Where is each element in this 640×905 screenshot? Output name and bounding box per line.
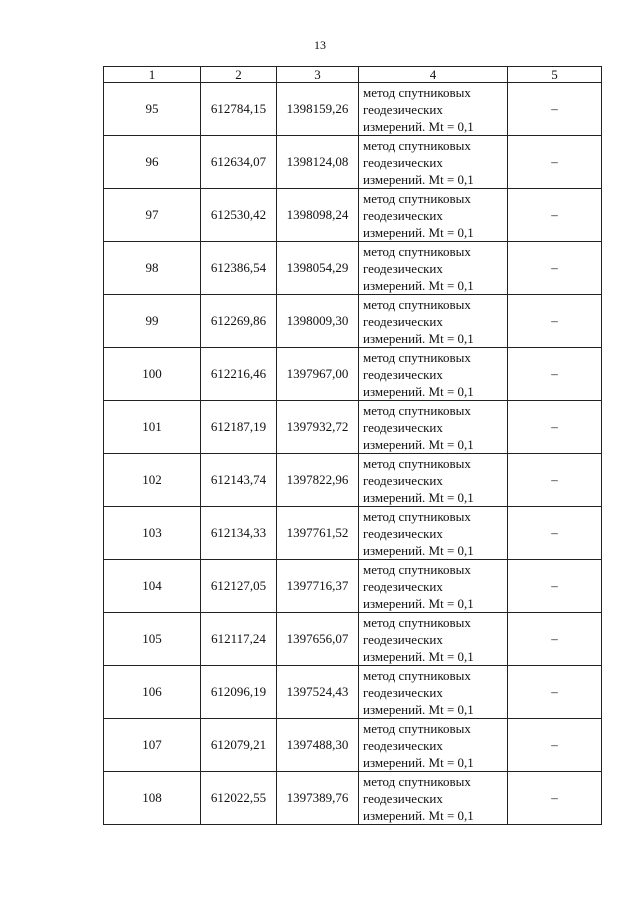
method-text-line: измерений. Mt = 0,1 [363, 436, 474, 452]
method-text-line: геодезических [363, 790, 443, 806]
method-text-line: геодезических [363, 313, 443, 329]
note-cell: – [508, 772, 602, 825]
method-text-line: метод спутниковых [363, 455, 471, 471]
method-cell [359, 772, 508, 825]
method-cell [359, 507, 508, 560]
x-coordinate-cell: 612022,55 [201, 772, 277, 825]
method-text-line: метод спутниковых [363, 296, 471, 312]
point-number-cell: 95 [104, 83, 201, 136]
x-coordinate-cell: 612386,54 [201, 242, 277, 295]
table-row [104, 666, 602, 719]
table-row [104, 295, 602, 348]
note-cell: – [508, 454, 602, 507]
x-coordinate-cell: 612784,15 [201, 83, 277, 136]
method-text-line: метод спутниковых [363, 84, 471, 100]
method-cell [359, 560, 508, 613]
table-row [104, 242, 602, 295]
table-row [104, 613, 602, 666]
y-coordinate-cell: 1397716,37 [277, 560, 359, 613]
x-coordinate-cell: 612117,24 [201, 613, 277, 666]
method-text-line: метод спутниковых [363, 720, 471, 736]
method-text-line: измерений. Mt = 0,1 [363, 648, 474, 664]
point-number-cell: 103 [104, 507, 201, 560]
note-cell: – [508, 666, 602, 719]
x-coordinate-cell: 612530,42 [201, 189, 277, 242]
method-text-line: метод спутниковых [363, 614, 471, 630]
method-text-line: измерений. Mt = 0,1 [363, 277, 474, 293]
x-coordinate-cell: 612096,19 [201, 666, 277, 719]
method-text-line: метод спутниковых [363, 667, 471, 683]
method-text-line: измерений. Mt = 0,1 [363, 224, 474, 240]
y-coordinate-cell: 1397761,52 [277, 507, 359, 560]
page-number: 13 [314, 38, 326, 52]
method-text-line: измерений. Mt = 0,1 [363, 754, 474, 770]
x-coordinate-cell: 612634,07 [201, 136, 277, 189]
method-cell [359, 719, 508, 772]
header-col-1: 1 [104, 67, 201, 83]
x-coordinate-cell: 612134,33 [201, 507, 277, 560]
y-coordinate-cell: 1398098,24 [277, 189, 359, 242]
method-text-line: измерений. Mt = 0,1 [363, 171, 474, 187]
note-cell: – [508, 719, 602, 772]
method-text-line: метод спутниковых [363, 190, 471, 206]
method-text-line: геодезических [363, 631, 443, 647]
method-text-line: измерений. Mt = 0,1 [363, 595, 474, 611]
method-text-line: метод спутниковых [363, 561, 471, 577]
table-row [104, 348, 602, 401]
table-row [104, 454, 602, 507]
method-text-line: геодезических [363, 684, 443, 700]
x-coordinate-cell: 612143,74 [201, 454, 277, 507]
x-coordinate-cell: 612269,86 [201, 295, 277, 348]
note-cell: – [508, 560, 602, 613]
point-number-cell: 107 [104, 719, 201, 772]
method-cell [359, 136, 508, 189]
note-cell: – [508, 136, 602, 189]
point-number-cell: 104 [104, 560, 201, 613]
note-cell: – [508, 348, 602, 401]
header-col-3: 3 [277, 67, 359, 83]
note-cell: – [508, 242, 602, 295]
coordinates-table [103, 66, 602, 825]
y-coordinate-cell: 1397967,00 [277, 348, 359, 401]
point-number-cell: 108 [104, 772, 201, 825]
method-text-line: геодезических [363, 419, 443, 435]
table-row [104, 189, 602, 242]
table-row [104, 719, 602, 772]
method-text-line: геодезических [363, 260, 443, 276]
method-text-line: геодезических [363, 154, 443, 170]
header-col-5: 5 [508, 67, 602, 83]
method-text-line: геодезических [363, 525, 443, 541]
method-text-line: метод спутниковых [363, 349, 471, 365]
method-cell [359, 348, 508, 401]
method-cell [359, 83, 508, 136]
y-coordinate-cell: 1397524,43 [277, 666, 359, 719]
header-col-2: 2 [201, 67, 277, 83]
table-row [104, 136, 602, 189]
point-number-cell: 99 [104, 295, 201, 348]
note-cell: – [508, 295, 602, 348]
y-coordinate-cell: 1397389,76 [277, 772, 359, 825]
method-text-line: измерений. Mt = 0,1 [363, 383, 474, 399]
method-cell [359, 401, 508, 454]
point-number-cell: 106 [104, 666, 201, 719]
y-coordinate-cell: 1397822,96 [277, 454, 359, 507]
table-body [104, 83, 602, 825]
method-cell [359, 295, 508, 348]
table-row [104, 772, 602, 825]
method-text-line: геодезических [363, 101, 443, 117]
table-row [104, 83, 602, 136]
method-cell [359, 189, 508, 242]
y-coordinate-cell: 1398124,08 [277, 136, 359, 189]
method-text-line: метод спутниковых [363, 137, 471, 153]
method-text-line: геодезических [363, 366, 443, 382]
method-text-line: метод спутниковых [363, 243, 471, 259]
header-col-4: 4 [359, 67, 508, 83]
y-coordinate-cell: 1397932,72 [277, 401, 359, 454]
method-text-line: геодезических [363, 578, 443, 594]
method-cell [359, 666, 508, 719]
point-number-cell: 102 [104, 454, 201, 507]
method-text-line: геодезических [363, 737, 443, 753]
x-coordinate-cell: 612127,05 [201, 560, 277, 613]
y-coordinate-cell: 1398159,26 [277, 83, 359, 136]
method-text-line: геодезических [363, 207, 443, 223]
method-cell [359, 454, 508, 507]
method-text-line: метод спутниковых [363, 508, 471, 524]
note-cell: – [508, 401, 602, 454]
method-text-line: измерений. Mt = 0,1 [363, 807, 474, 823]
note-cell: – [508, 189, 602, 242]
method-text-line: метод спутниковых [363, 773, 471, 789]
note-cell: – [508, 613, 602, 666]
method-text-line: измерений. Mt = 0,1 [363, 542, 474, 558]
point-number-cell: 105 [104, 613, 201, 666]
x-coordinate-cell: 612079,21 [201, 719, 277, 772]
y-coordinate-cell: 1397656,07 [277, 613, 359, 666]
table-row [104, 560, 602, 613]
method-text-line: измерений. Mt = 0,1 [363, 701, 474, 717]
table-header-row [104, 67, 602, 83]
point-number-cell: 98 [104, 242, 201, 295]
table-row [104, 507, 602, 560]
point-number-cell: 96 [104, 136, 201, 189]
method-text-line: геодезических [363, 472, 443, 488]
method-text-line: измерений. Mt = 0,1 [363, 330, 474, 346]
y-coordinate-cell: 1398054,29 [277, 242, 359, 295]
x-coordinate-cell: 612187,19 [201, 401, 277, 454]
point-number-cell: 100 [104, 348, 201, 401]
method-cell [359, 242, 508, 295]
y-coordinate-cell: 1397488,30 [277, 719, 359, 772]
note-cell: – [508, 507, 602, 560]
point-number-cell: 97 [104, 189, 201, 242]
table-row [104, 401, 602, 454]
method-text-line: измерений. Mt = 0,1 [363, 489, 474, 505]
method-text-line: метод спутниковых [363, 402, 471, 418]
note-cell: – [508, 83, 602, 136]
method-cell [359, 613, 508, 666]
point-number-cell: 101 [104, 401, 201, 454]
y-coordinate-cell: 1398009,30 [277, 295, 359, 348]
x-coordinate-cell: 612216,46 [201, 348, 277, 401]
method-text-line: измерений. Mt = 0,1 [363, 118, 474, 134]
